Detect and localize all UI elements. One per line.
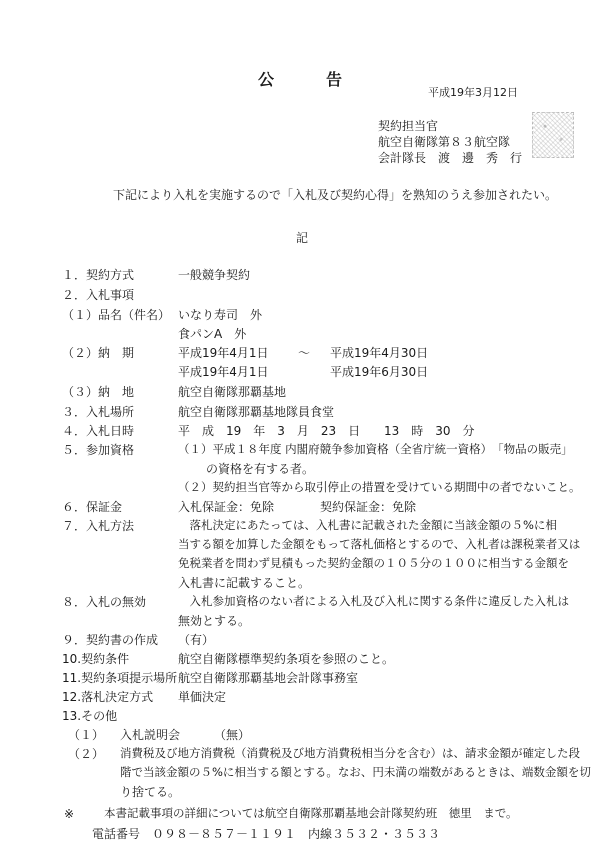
- item-13-2-line-2: 階で当該金額の５%に相当する額とする。なお、円未満の端数があるときは、端数金額を切: [120, 765, 591, 779]
- item-3-value: 航空自衛隊那覇基地隊員食堂: [178, 405, 335, 419]
- note-mark: ※: [64, 807, 75, 821]
- delivery-row-2-to: 平成19年6月30日: [330, 365, 429, 379]
- item-6-contract-deposit: 契約保証金：免除: [320, 500, 417, 514]
- item-13-1-label: （１）: [68, 728, 105, 742]
- item-12-label: 12.落札決定方式: [62, 690, 154, 704]
- item-5-label: ５．参加資格: [62, 443, 135, 457]
- item-3-label: ３．入札場所: [62, 405, 135, 419]
- intro-text: 下記により入札を実施するので「入札及び契約心得」を熟知のうえ参加されたい。: [113, 188, 558, 202]
- issuer-title: 契約担当官: [378, 119, 439, 133]
- item-4-label: ４．入札日時: [62, 424, 135, 438]
- item-8-label: ８．入札の無効: [62, 595, 147, 609]
- item-7-line-3: 免税業者を問わず見積もった契約金額の１０５分の１００に相当する金額を: [178, 556, 569, 570]
- item-10-value: 航空自衛隊標準契約条項を参照のこと。: [178, 652, 395, 666]
- item-1-label: １．契約方式: [62, 268, 135, 282]
- item-2-2-label: （２）納 期: [62, 346, 135, 360]
- delivery-tilde: ～: [298, 346, 311, 360]
- title-char-2: 告: [326, 70, 343, 89]
- item-7-line-1: 落札決定にあたっては、入札書に記載された金額に当該金額の５%に相: [178, 518, 557, 532]
- item-12-value: 単価決定: [178, 690, 227, 704]
- item-11-value: 航空自衛隊那覇基地会計隊事務室: [178, 671, 359, 685]
- ki-heading: 記: [296, 231, 309, 245]
- item-5-line-3: （２）契約担当官等から取引停止の措置を受けている期間中の者でないこと。: [178, 480, 581, 494]
- note-phone: 電話番号 ０９８－８５７－１１９１ 内線３５３２・３５３３: [92, 827, 441, 841]
- item-11-label: 11.契約条項提示場所: [62, 671, 178, 685]
- note-line-1: 本書記載事項の詳細については航空自衛隊那覇基地会計隊契約班 徳里 まで。: [104, 806, 518, 820]
- item-6-label: ６．保証金: [62, 500, 123, 514]
- item-2-3-value: 航空自衛隊那覇基地: [178, 385, 287, 399]
- issuer-unit: 航空自衛隊第８３航空隊: [378, 135, 511, 149]
- item-7-line-4: 入札書に記載すること。: [178, 576, 311, 590]
- item-6-bid-deposit: 入札保証金：免除: [178, 500, 275, 514]
- item-8-line-1: 入札参加資格のない者による入札及び入札に関する条件に違反した入札は: [178, 594, 569, 608]
- item-4-time: 13 時 30 分: [384, 424, 475, 438]
- seal-stamp: [532, 112, 574, 158]
- delivery-row-1-to: 平成19年4月30日: [330, 346, 429, 360]
- title-char-1: 公: [258, 70, 275, 89]
- item-13-1-value: （無）: [214, 728, 251, 742]
- item-2-3-label: （３）納 地: [62, 385, 135, 399]
- item-13-1-text: 入札説明会: [120, 728, 181, 742]
- delivery-row-1-from: 平成19年4月1日: [178, 346, 269, 360]
- item-10-label: 10.契約条件: [62, 652, 130, 666]
- item-2-1-value-1: いなり寿司 外: [178, 308, 263, 322]
- item-13-2-line-1: 消費税及び地方消費税（消費税及び地方消費税相当分を含む）は、請求金額が確定した段: [120, 746, 580, 760]
- document-date: 平成19年3月12日: [428, 86, 518, 99]
- item-5-line-1: （１）平成１８年度 内閣府競争参加資格（全省庁統一資格） 「物品の販売」: [178, 442, 573, 456]
- item-7-line-2: 当する額を加算した金額をもって落札価格とするので、入札者は課税業者又は: [178, 537, 581, 551]
- item-5-line-2: の資格を有する者。: [206, 462, 315, 476]
- item-2-label: ２．入札事項: [62, 288, 135, 302]
- item-4-date: 平 成 19 年 3 月 23 日: [178, 424, 361, 438]
- item-1-value: 一般競争契約: [178, 268, 251, 282]
- item-2-1-value-2: 食パンA 外: [178, 327, 247, 341]
- item-2-1-label: （１）品名（件名）: [62, 308, 171, 322]
- issuer-name: 会計隊長 渡 邊 秀 行: [378, 151, 523, 165]
- item-13-label: 13.その他: [62, 709, 118, 723]
- item-8-line-2: 無効とする。: [178, 614, 251, 628]
- item-9-label: ９．契約書の作成: [62, 633, 159, 647]
- item-7-label: ７．入札方法: [62, 519, 135, 533]
- item-13-2-line-3: り捨てる。: [120, 785, 181, 799]
- delivery-row-2-from: 平成19年4月1日: [178, 365, 269, 379]
- item-13-2-label: （２）: [68, 747, 105, 761]
- item-9-value: （有）: [178, 633, 215, 647]
